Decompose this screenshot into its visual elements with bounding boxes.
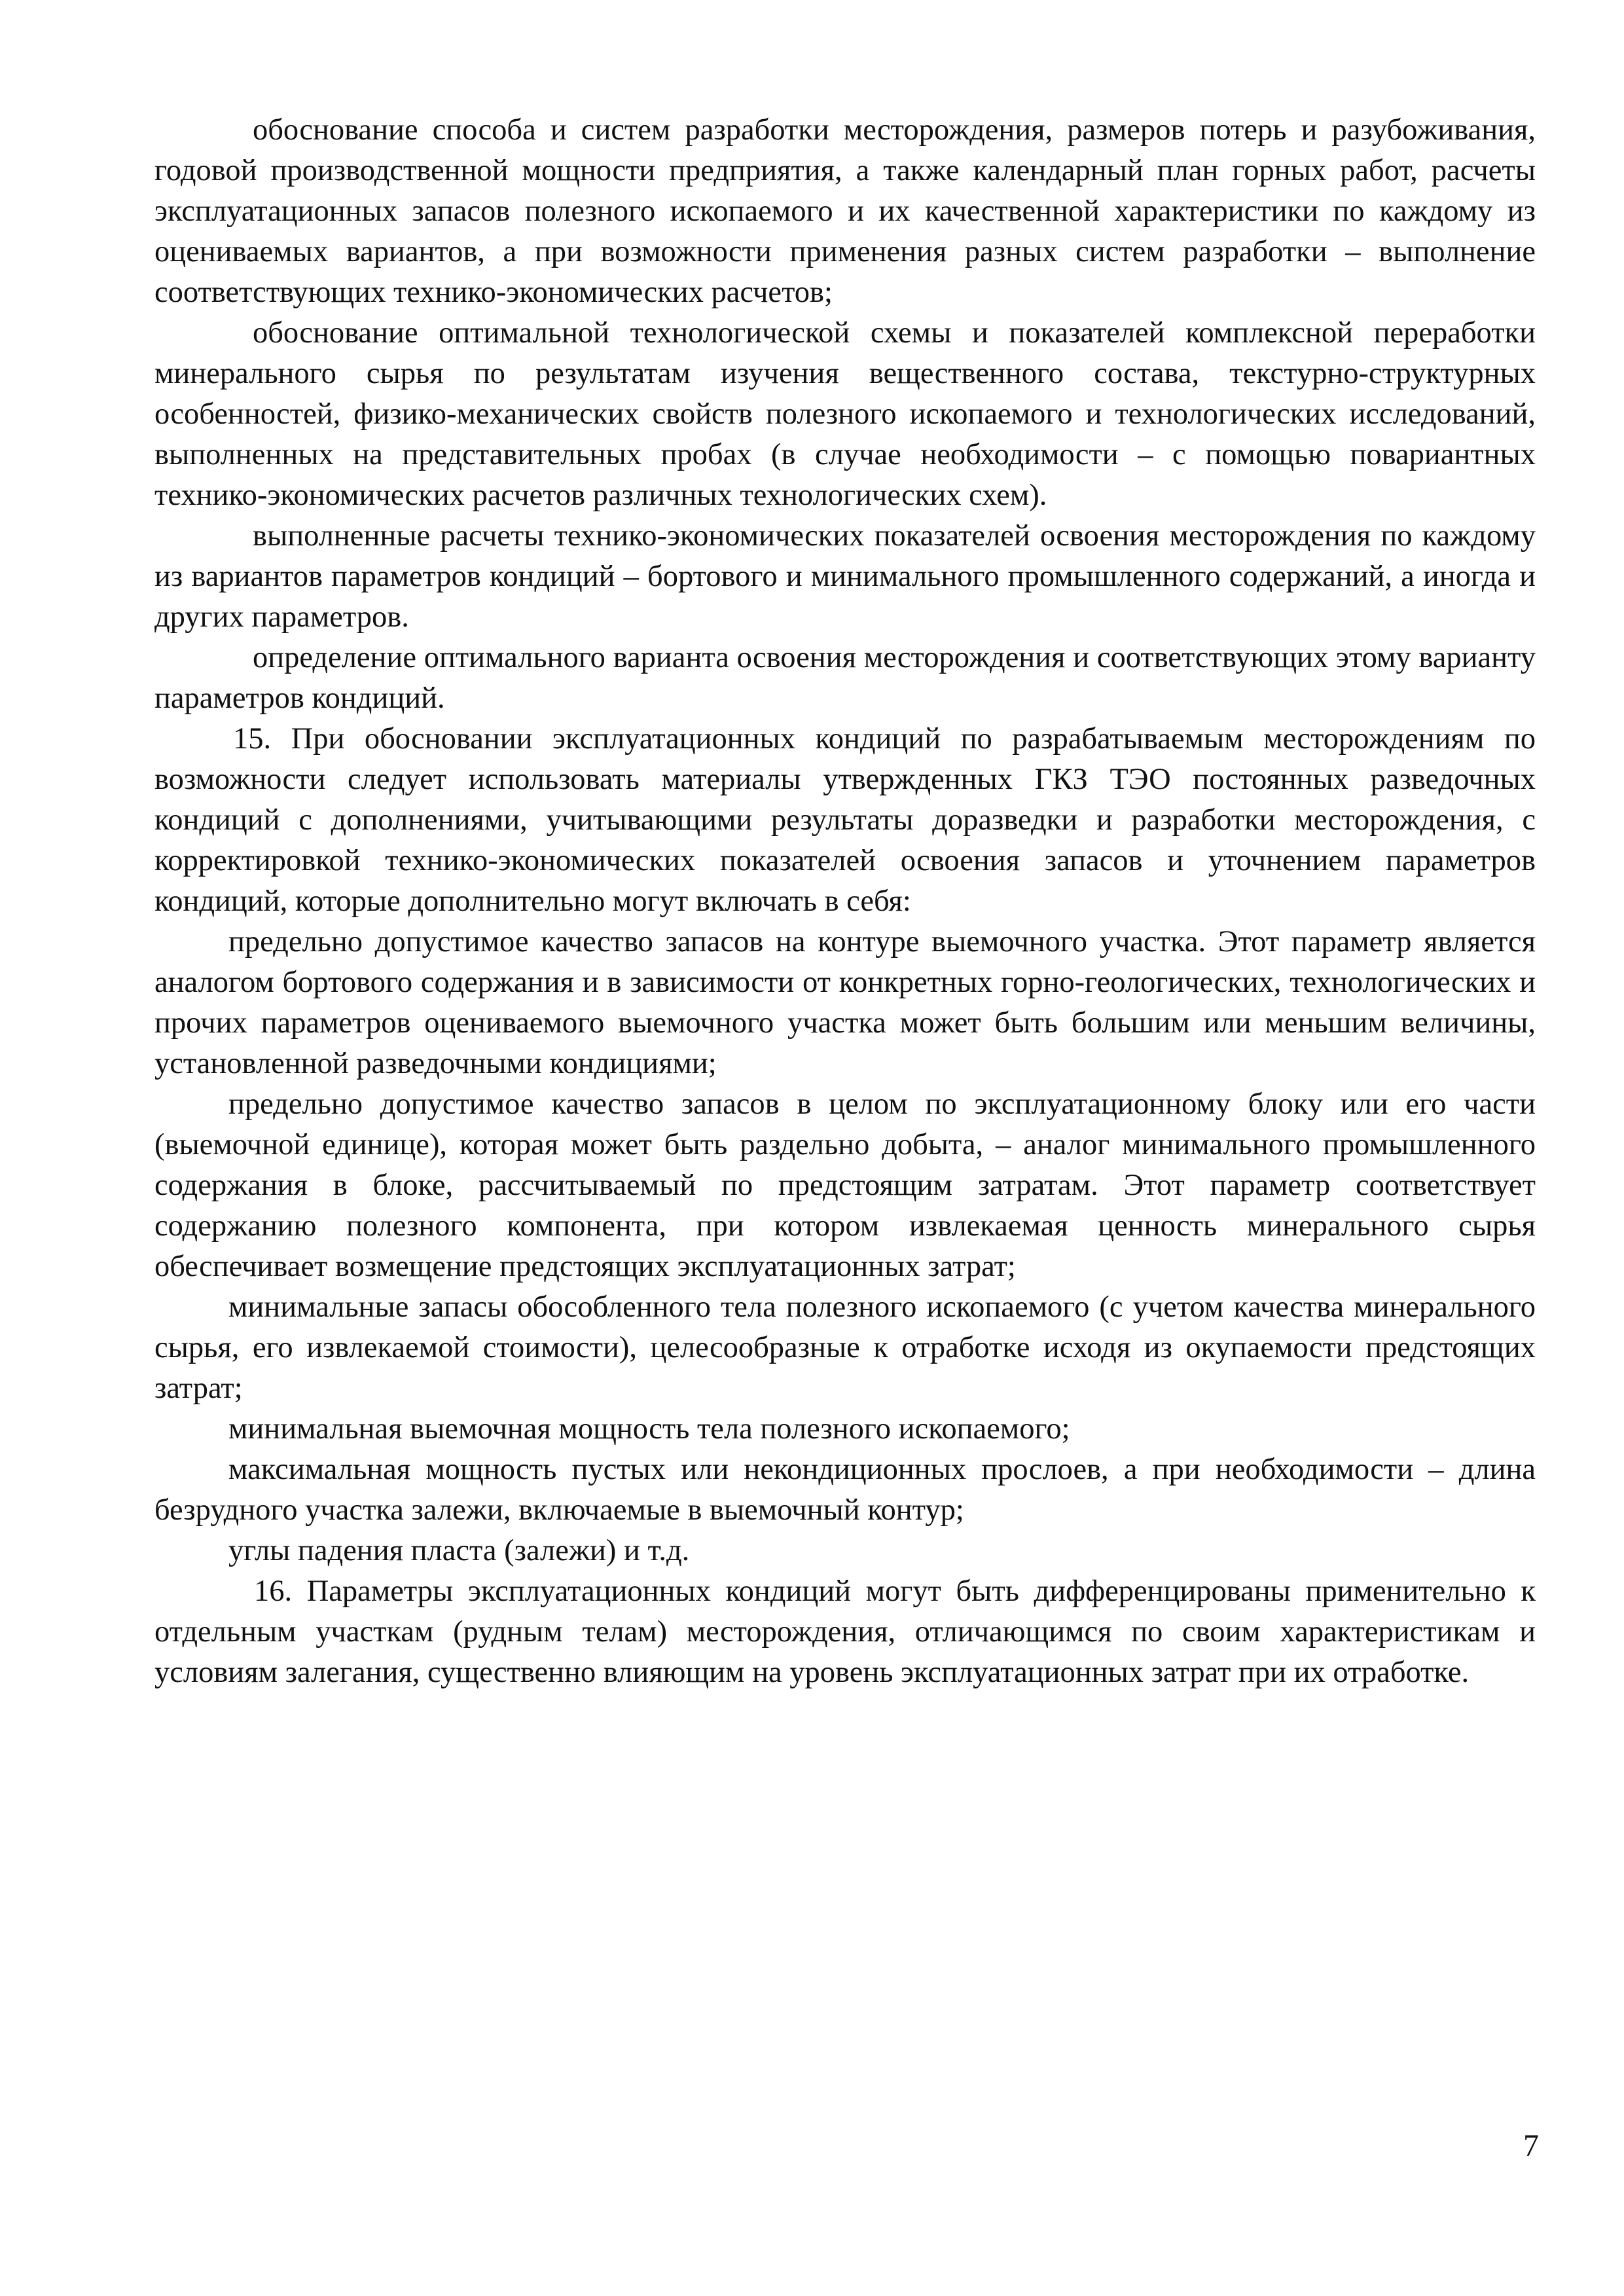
paragraph-block-quality: предельно допустимое качество запасов в целом по эксплуатационному блоку или его части (выемочной единице), которая может быть раздельно добыта, – аналог минимального промышленного содержания в блоке, рассчитываемый по предстоящим затратам. Этот параметр соответствует содержанию полезного компонента, при котором извлекаемая ценность минерального сырья обеспечивает возмещение предстоящих эксплуатационных затрат; [154,1087,1536,1283]
paragraph-section-16: 16. Параметры эксплуатационных кондиций могут быть дифференцированы применительно к отдельным участкам (рудным телам) месторождения, отличающимся по своим характеристикам и условиям залегания, существенно влияющим на уровень эксплуатационных затрат при их отработке. [154,1575,1536,1689]
paragraph-section-15: 15. При обосновании эксплуатационных кондиций по разрабатываемым месторождениям по возможности следует использовать материалы утвержденных ГКЗ ТЭО постоянных разведочных кондиций с дополнениями, учитывающими результаты доразведки и разработки месторождения, с корректировкой технико-экономических показателей освоения запасов и уточнением параметров кондиций, которые дополнительно могут включать в себя: [154,722,1536,918]
page-number: 7 [1523,2128,1539,2163]
paragraph-economic-calculations: выполненные расчеты технико-экономических показателей освоения месторождения по каждому из вариантов параметров кондиций – бортового и минимального промышленного содержаний, а иногда и других параметров. [154,519,1536,634]
paragraph-optimal-variant: определение оптимального варианта освоения месторождения и соответствующих этому варианту параметров кондиций. [154,641,1536,715]
body-text [154,110,1536,1693]
paragraph-mining-methods: обоснование способа и систем разработки месторождения, размеров потерь и разубоживания, годовой производственной мощности предприятия, а также календарный план горных работ, расчеты эксплуатационных запасов полезного ископаемого и их качественной характеристики по каждому из оцениваемых вариантов, а при возможности применения разных систем разработки – выполнение соответствующих технико-экономических расчетов; [154,113,1536,309]
paragraph-processing-scheme: обоснование оптимальной технологической схемы и показателей комплексной переработки минерального сырья по результатам изучения вещественного состава, текстурно-структурных особенностей, физико-механических свойств полезного ископаемого и технологических исследований, выполненных на представительных пробах (в случае необходимости – с помощью повариантных технико-экономических расчетов различных технологических схем). [154,316,1536,512]
paragraph-dip-angles: углы падения пласта (залежи) и т.д. [228,1534,690,1567]
paragraph-minimal-reserves: минимальные запасы обособленного тела полезного ископаемого (с учетом качества минерального сырья, его извлекаемой стоимости), целесообразные к отработке исходя из окупаемости предстоящих затрат; [154,1290,1536,1405]
paragraph-contour-quality: предельно допустимое качество запасов на контуре выемочного участка. Этот параметр является аналогом бортового содержания и в зависимости от конкретных горно-геологических, технологических и прочих параметров оцениваемого выемочного участка может быть большим или меньшим величины, установленной разведочными кондициями; [154,925,1536,1080]
paragraph-max-interlayer: максимальная мощность пустых или некондиционных прослоев, а при необходимости – длина безрудного участка залежи, включаемые в выемочный контур; [154,1453,1536,1527]
paragraph-minimal-thickness: минимальная выемочная мощность тела полезного ископаемого; [228,1412,1070,1446]
